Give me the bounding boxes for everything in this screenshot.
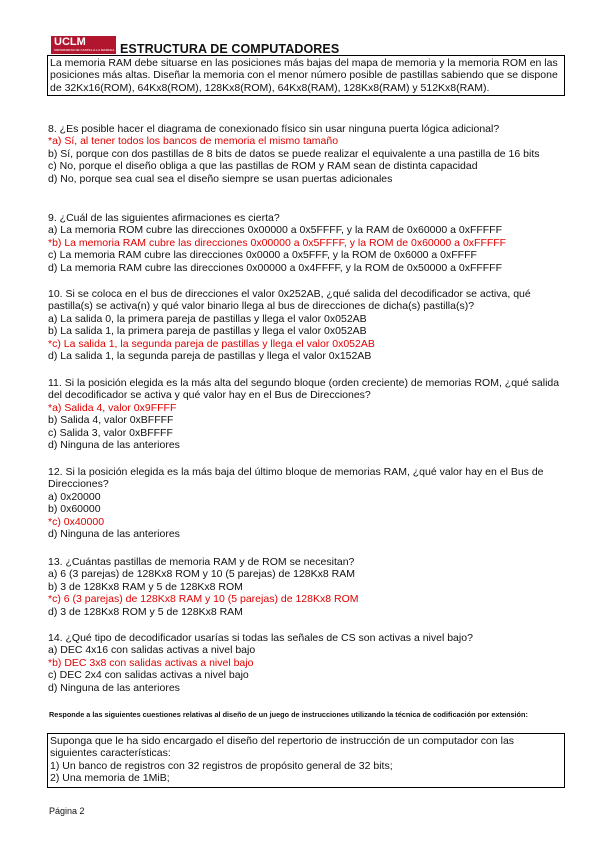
answer-option: *a) Salida 4, valor 0x9FFFF [48, 401, 177, 414]
page-number: Página 2 [49, 806, 85, 816]
answer-option: d) Ninguna de las anteriores [48, 439, 180, 452]
question-text: 10. Si se coloca en el bus de direcciones el valor 0x252AB, ¿qué salida del decodificador se activa, qué pastilla(s) se activa(n) y qué valor binario llega al bus de direcciones de dicha(s) pastilla(s)? [48, 288, 531, 313]
answer-option: c) No, porque el diseño obliga a que las pastillas de ROM y RAM sean de distinta capacidad [48, 160, 478, 173]
logo-subtitle: UNIVERSIDAD DE CASTILLA-LA MANCHA [54, 48, 115, 52]
answer-option: a) 6 (3 parejas) de 128Kx8 ROM y 10 (5 parejas) de 128Kx8 RAM [48, 568, 355, 581]
answer-option: *c) 0x40000 [48, 515, 105, 528]
answer-option: d) Ninguna de las anteriores [48, 681, 180, 694]
section-instructions: Responde a las siguientes cuestiones relativas al diseño de un juego de instrucciones utilizando la técnica de codificación por extensión: [49, 710, 528, 719]
answer-option: b) Salida 4, valor 0xBFFFF [48, 414, 174, 427]
question-text: 14. ¿Qué tipo de decodificador usarías si todas las señales de CS son activas a nivel bajo? [48, 632, 473, 644]
uclm-logo [51, 36, 116, 54]
answer-option: d) La memoria RAM cubre las direcciones 0x00000 a 0x4FFFF, y la ROM de 0x50000 a 0xFFFFF [48, 261, 503, 274]
section-box [47, 733, 565, 788]
intro-box: La memoria RAM debe situarse en las posiciones más bajas del mapa de memoria y la memoria ROM en las posiciones más altas. Diseñar la memoria con el menor número posible de pastillas sabiendo que se dispone de 32Kx16(ROM), 64Kx8(ROM), 128Kx8(ROM), 64Kx8(RAM), 128Kx8(RAM) y 512Kx8(RAM). [47, 55, 565, 96]
logo-text: UCLM [54, 36, 86, 48]
answer-option: a) La memoria ROM cubre las direcciones 0x00000 a 0x5FFFF, y la RAM de 0x60000 a 0xFFFFF [48, 224, 503, 237]
answer-option: b) La salida 1, la primera pareja de pastillas y llega el valor 0x052AB [48, 325, 367, 338]
question-14 [48, 632, 568, 694]
answer-option: c) La memoria RAM cubre las direcciones 0x0000 a 0x5FFF, y la ROM de 0x6000 a 0xFFFF [48, 249, 477, 262]
question-text: 8. ¿Es posible hacer el diagrama de conexionado físico sin usar ninguna puerta lógica adicional? [48, 123, 500, 135]
page-title: ESTRUCTURA DE COMPUTADORES [120, 42, 340, 56]
question-text: 13. ¿Cuántas pastillas de memoria RAM y de ROM se necesitan? [48, 556, 355, 568]
answer-option: a) 0x20000 [48, 490, 101, 503]
section-box-line: 2) Una memoria de 1MiB; [50, 772, 170, 785]
answer-option: b) 3 de 128Kx8 RAM y 5 de 128Kx8 ROM [48, 580, 243, 593]
answer-option: a) La salida 0, la primera pareja de pastillas y llega el valor 0x052AB [48, 312, 367, 325]
answer-option: d) 3 de 128Kx8 ROM y 5 de 128Kx8 RAM [48, 605, 243, 618]
question-10 [48, 288, 568, 362]
answer-option: c) Salida 3, valor 0xBFFFF [48, 426, 173, 439]
question-text: 9. ¿Cuál de las siguientes afirmaciones es cierta? [48, 212, 280, 224]
question-text: 11. Si la posición elegida es la más alta del segundo bloque (orden creciente) de memorias ROM, ¿qué salida del decodificador se activa y qué valor hay en el Bus de Direcciones? [48, 377, 560, 402]
question-8 [48, 123, 568, 185]
answer-option: *b) La memoria RAM cubre las direcciones 0x00000 a 0x5FFFF, y la ROM de 0x60000 a 0xFFFFF [48, 236, 507, 249]
answer-option: d) Ninguna de las anteriores [48, 528, 180, 541]
question-text: 12. Si la posición elegida es la más baja del último bloque de memorias RAM, ¿qué valor hay en el Bus de Direcciones? [48, 466, 544, 491]
question-11 [48, 377, 568, 451]
answer-option: *a) Sí, al tener todos los bancos de memoria el mismo tamaño [48, 135, 339, 148]
answer-option: *b) DEC 3x8 con salidas activas a nivel bajo [48, 656, 254, 669]
answer-option: d) La salida 1, la segunda pareja de pastillas y llega el valor 0x152AB [48, 350, 372, 363]
answer-option: b) Sí, porque con dos pastillas de 8 bits de datos se puede realizar el equivalente a una pastilla de 16 bits [48, 147, 540, 160]
answer-option: a) DEC 4x16 con salidas activas a nivel bajo [48, 644, 256, 657]
answer-option: b) 0x60000 [48, 503, 101, 516]
answer-option: *c) La salida 1, la segunda pareja de pastillas y llega el valor 0x052AB [48, 337, 375, 350]
answer-option: *c) 6 (3 parejas) de 128Kx8 RAM y 10 (5 parejas) de 128Kx8 ROM [48, 593, 359, 606]
question-12 [48, 466, 568, 540]
question-9 [48, 212, 568, 274]
question-13 [48, 556, 568, 618]
section-box-line: 1) Un banco de registros con 32 registros de propósito general de 32 bits; [50, 759, 393, 772]
answer-option: d) No, porque sea cual sea el diseño siempre se usan puertas adicionales [48, 172, 393, 185]
section-box-line: Suponga que le ha sido encargado el diseño del repertorio de instrucción de un computador con las siguientes características: [50, 735, 515, 760]
answer-option: c) DEC 2x4 con salidas activas a nivel bajo [48, 669, 249, 682]
